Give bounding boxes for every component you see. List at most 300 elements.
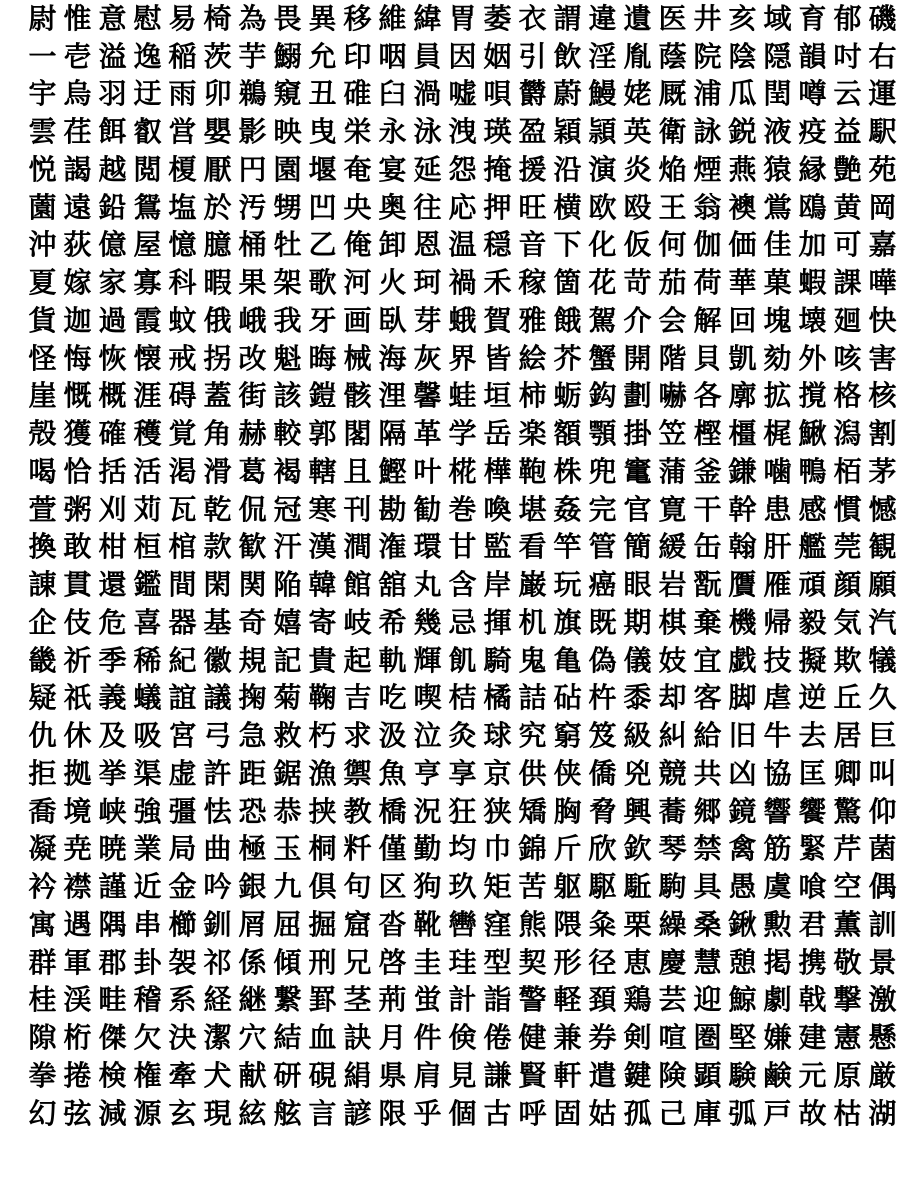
kanji-glyph: 改 <box>238 341 267 375</box>
kanji-glyph: 魁 <box>273 341 302 375</box>
kanji-glyph: 叡 <box>133 115 162 149</box>
kanji-glyph: 驚 <box>833 794 862 828</box>
kanji-glyph: 駆 <box>588 870 617 904</box>
kanji-glyph: 撹 <box>798 379 827 413</box>
kanji-glyph: 楽 <box>518 417 547 451</box>
kanji-glyph: 悔 <box>63 341 92 375</box>
kanji-glyph: 蔚 <box>553 77 582 111</box>
kanji-glyph: 砧 <box>553 681 582 715</box>
kanji-glyph: 臥 <box>378 303 407 337</box>
kanji-glyph: 蕎 <box>658 794 687 828</box>
kanji-glyph: 各 <box>693 379 722 413</box>
kanji-glyph: 割 <box>868 417 897 451</box>
kanji-glyph: 宴 <box>378 152 407 186</box>
kanji-glyph: 詰 <box>518 681 547 715</box>
kanji-glyph: 怯 <box>203 794 232 828</box>
kanji-glyph: 巌 <box>518 568 547 602</box>
kanji-glyph: 霞 <box>133 303 162 337</box>
kanji-glyph: 休 <box>63 719 92 753</box>
kanji-glyph: 牙 <box>308 303 337 337</box>
kanji-glyph: 卦 <box>133 945 162 979</box>
kanji-glyph: 浬 <box>378 379 407 413</box>
kanji-glyph: 弓 <box>203 719 232 753</box>
kanji-glyph: 衣 <box>518 1 547 35</box>
kanji-glyph: 澗 <box>343 530 372 564</box>
kanji-glyph: 倶 <box>308 870 337 904</box>
kanji-glyph: 寡 <box>133 266 162 300</box>
kanji-glyph: 危 <box>98 605 127 639</box>
kanji-glyph: 巨 <box>868 719 897 753</box>
kanji-glyph: 員 <box>413 39 442 73</box>
kanji-glyph: 験 <box>728 1058 757 1092</box>
kanji-glyph: 且 <box>343 454 372 488</box>
kanji-glyph: 近 <box>133 870 162 904</box>
kanji-glyph: 権 <box>133 1058 162 1092</box>
kanji-glyph: 彊 <box>168 794 197 828</box>
kanji-glyph: 渓 <box>63 983 92 1017</box>
kanji-glyph: 愚 <box>728 870 757 904</box>
kanji-glyph: 珪 <box>448 945 477 979</box>
kanji-glyph: 雨 <box>168 77 197 111</box>
kanji-glyph: 雲 <box>28 115 57 149</box>
kanji-glyph: 均 <box>448 832 477 866</box>
kanji-glyph: 飢 <box>448 643 477 677</box>
kanji-glyph: 警 <box>518 983 547 1017</box>
kanji-glyph: 茄 <box>658 266 687 300</box>
kanji-glyph: 荷 <box>693 266 722 300</box>
kanji-glyph: 弦 <box>63 1096 92 1130</box>
kanji-glyph: 堅 <box>728 1021 757 1055</box>
kanji-glyph: 芹 <box>833 832 862 866</box>
kanji-glyph: 久 <box>868 681 897 715</box>
kanji-glyph: 粁 <box>343 832 372 866</box>
kanji-glyph: 笈 <box>588 719 617 753</box>
kanji-glyph: 蛾 <box>448 303 477 337</box>
kanji-glyph: 県 <box>378 1058 407 1092</box>
kanji-glyph: 具 <box>693 870 722 904</box>
kanji-glyph: 忌 <box>448 605 477 639</box>
kanji-glyph: 勲 <box>763 907 792 941</box>
kanji-glyph: 貝 <box>693 341 722 375</box>
kanji-glyph: 介 <box>623 303 652 337</box>
kanji-glyph: 機 <box>728 605 757 639</box>
kanji-glyph: 圏 <box>693 1021 722 1055</box>
kanji-glyph: 勤 <box>413 832 442 866</box>
kanji-glyph: 訓 <box>868 907 897 941</box>
kanji-glyph: 印 <box>343 39 372 73</box>
kanji-glyph: 緯 <box>413 1 442 35</box>
kanji-glyph: 院 <box>693 39 722 73</box>
kanji-glyph: 碓 <box>343 77 372 111</box>
kanji-glyph: 穎 <box>553 115 582 149</box>
kanji-glyph: 基 <box>203 605 232 639</box>
kanji-glyph: 劾 <box>763 341 792 375</box>
kanji-glyph: 縁 <box>798 152 827 186</box>
kanji-glyph: 嬰 <box>203 115 232 149</box>
kanji-glyph: 覚 <box>168 417 197 451</box>
kanji-glyph: 柿 <box>518 379 547 413</box>
kanji-glyph: 惟 <box>63 1 92 35</box>
kanji-glyph: 遺 <box>623 1 652 35</box>
kanji-glyph: 汲 <box>378 719 407 753</box>
kanji-glyph: 孤 <box>623 1096 652 1130</box>
kanji-glyph: 興 <box>623 794 652 828</box>
kanji-glyph: 慧 <box>693 945 722 979</box>
kanji-glyph: 鎌 <box>728 454 757 488</box>
kanji-glyph: 影 <box>238 115 267 149</box>
kanji-row <box>25 378 900 416</box>
kanji-glyph: 糾 <box>658 719 687 753</box>
kanji-glyph: 靴 <box>413 907 442 941</box>
kanji-glyph: 干 <box>693 492 722 526</box>
kanji-glyph: 祁 <box>203 945 232 979</box>
kanji-glyph: 穴 <box>238 1021 267 1055</box>
kanji-glyph: 翰 <box>728 530 757 564</box>
kanji-glyph: 玩 <box>553 568 582 602</box>
kanji-glyph: 既 <box>588 605 617 639</box>
kanji-glyph: 虚 <box>168 756 197 790</box>
kanji-glyph: 脚 <box>728 681 757 715</box>
kanji-glyph: 謁 <box>63 152 92 186</box>
kanji-glyph: 芽 <box>413 303 442 337</box>
kanji-row <box>25 264 900 302</box>
kanji-glyph: 弧 <box>728 1096 757 1130</box>
kanji-glyph: 偽 <box>588 643 617 677</box>
kanji-glyph: 急 <box>238 719 267 753</box>
kanji-glyph: 企 <box>28 605 57 639</box>
kanji-glyph: 韻 <box>798 39 827 73</box>
kanji-glyph: 斤 <box>553 832 582 866</box>
kanji-glyph: 感 <box>798 492 827 526</box>
kanji-glyph: 句 <box>343 870 372 904</box>
kanji-glyph: 兼 <box>553 1021 582 1055</box>
kanji-glyph: 係 <box>238 945 267 979</box>
kanji-glyph: 暁 <box>98 832 127 866</box>
kanji-glyph: 海 <box>378 341 407 375</box>
kanji-glyph: 煙 <box>693 152 722 186</box>
kanji-glyph: 桔 <box>448 681 477 715</box>
kanji-glyph: 姑 <box>588 1096 617 1130</box>
kanji-glyph: 榎 <box>168 152 197 186</box>
kanji-glyph: 器 <box>168 605 197 639</box>
kanji-glyph: 恰 <box>63 454 92 488</box>
kanji-glyph: 卸 <box>378 228 407 262</box>
kanji-glyph: 薫 <box>833 907 862 941</box>
kanji-glyph: 嫁 <box>63 266 92 300</box>
kanji-glyph: 塊 <box>763 303 792 337</box>
kanji-glyph: 慰 <box>133 1 162 35</box>
kanji-glyph: 羽 <box>98 77 127 111</box>
kanji-glyph: 盈 <box>518 115 547 149</box>
kanji-glyph: 規 <box>238 643 267 677</box>
kanji-glyph: 款 <box>203 530 232 564</box>
kanji-glyph: 喧 <box>658 1021 687 1055</box>
kanji-glyph: 河 <box>343 266 372 300</box>
kanji-glyph: 撃 <box>833 983 862 1017</box>
kanji-glyph: 伽 <box>693 228 722 262</box>
kanji-glyph: 軒 <box>553 1058 582 1092</box>
kanji-glyph: 元 <box>798 1058 827 1092</box>
kanji-glyph: 蟹 <box>588 341 617 375</box>
kanji-glyph: 君 <box>798 907 827 941</box>
kanji-glyph: 禽 <box>728 832 757 866</box>
kanji-glyph: 開 <box>623 341 652 375</box>
kanji-glyph: 僑 <box>588 756 617 790</box>
kanji-glyph: 甥 <box>273 190 302 224</box>
kanji-glyph: 粂 <box>588 907 617 941</box>
kanji-row <box>25 944 900 982</box>
kanji-glyph: 鉛 <box>98 190 127 224</box>
kanji-row <box>25 1019 900 1057</box>
kanji-glyph: 遣 <box>588 1058 617 1092</box>
kanji-glyph: 荊 <box>378 983 407 1017</box>
kanji-glyph: 漢 <box>308 530 337 564</box>
kanji-glyph: 桐 <box>308 832 337 866</box>
kanji-glyph: 華 <box>728 266 757 300</box>
kanji-glyph: 汚 <box>238 190 267 224</box>
kanji-glyph: 括 <box>98 454 127 488</box>
kanji-glyph: 廻 <box>833 303 862 337</box>
kanji-glyph: 茨 <box>203 39 232 73</box>
kanji-glyph: 栢 <box>833 454 862 488</box>
kanji-glyph: 勧 <box>413 492 442 526</box>
kanji-glyph: 個 <box>448 1096 477 1130</box>
kanji-glyph: 妓 <box>658 643 687 677</box>
kanji-glyph: 鰍 <box>798 417 827 451</box>
kanji-glyph: 患 <box>763 492 792 526</box>
kanji-glyph: 潔 <box>203 1021 232 1055</box>
kanji-glyph: 懐 <box>133 341 162 375</box>
kanji-glyph: 窺 <box>273 77 302 111</box>
kanji-glyph: 駈 <box>623 870 652 904</box>
kanji-glyph: 頑 <box>798 568 827 602</box>
kanji-glyph: 気 <box>833 605 862 639</box>
kanji-glyph: 芥 <box>553 341 582 375</box>
kanji-glyph: 曳 <box>308 115 337 149</box>
kanji-glyph: 禦 <box>343 756 372 790</box>
kanji-glyph: 桑 <box>693 907 722 941</box>
kanji-glyph: 拐 <box>203 341 232 375</box>
kanji-glyph: 橋 <box>378 794 407 828</box>
kanji-glyph: 狗 <box>413 870 442 904</box>
kanji-glyph: 該 <box>273 379 302 413</box>
kanji-glyph: 苛 <box>623 266 652 300</box>
kanji-glyph: 区 <box>378 870 407 904</box>
kanji-glyph: 肩 <box>413 1058 442 1092</box>
kanji-glyph: 鵜 <box>238 77 267 111</box>
kanji-glyph: 究 <box>518 719 547 753</box>
kanji-glyph: 隙 <box>28 1021 57 1055</box>
kanji-glyph: 竿 <box>553 530 582 564</box>
kanji-glyph: 釧 <box>203 907 232 941</box>
kanji-grid <box>25 0 900 1133</box>
kanji-glyph: 臼 <box>378 77 407 111</box>
kanji-glyph: 汗 <box>273 530 302 564</box>
kanji-glyph: 苑 <box>868 152 897 186</box>
kanji-glyph: 怪 <box>28 341 57 375</box>
kanji-glyph: 慨 <box>63 379 92 413</box>
kanji-glyph: 記 <box>273 643 302 677</box>
kanji-glyph: 陰 <box>728 39 757 73</box>
kanji-glyph: 拳 <box>28 1058 57 1092</box>
kanji-glyph: 朽 <box>308 719 337 753</box>
kanji-glyph: 較 <box>273 417 302 451</box>
kanji-glyph: 屑 <box>238 907 267 941</box>
kanji-row <box>25 151 900 189</box>
kanji-glyph: 契 <box>518 945 547 979</box>
kanji-glyph: 刈 <box>98 492 127 526</box>
kanji-glyph: 蟻 <box>133 681 162 715</box>
kanji-glyph: 関 <box>238 568 267 602</box>
kanji-glyph: 棺 <box>168 530 197 564</box>
kanji-glyph: 吋 <box>833 39 862 73</box>
kanji-glyph: 堪 <box>518 492 547 526</box>
kanji-glyph: 灰 <box>413 341 442 375</box>
kanji-glyph: 軍 <box>63 945 92 979</box>
kanji-glyph: 漁 <box>308 756 337 790</box>
kanji-row <box>25 1095 900 1133</box>
kanji-glyph: 轄 <box>308 454 337 488</box>
kanji-glyph: 嫌 <box>763 1021 792 1055</box>
kanji-glyph: 俄 <box>203 303 232 337</box>
kanji-glyph: 絃 <box>238 1096 267 1130</box>
kanji-glyph: 狂 <box>448 794 477 828</box>
kanji-glyph: 旧 <box>728 719 757 753</box>
kanji-glyph: 犬 <box>203 1058 232 1092</box>
kanji-glyph: 臆 <box>203 228 232 262</box>
kanji-glyph: 械 <box>343 341 372 375</box>
kanji-row <box>25 302 900 340</box>
kanji-glyph: 啓 <box>378 945 407 979</box>
kanji-glyph: 迦 <box>63 303 92 337</box>
kanji-glyph: 響 <box>763 794 792 828</box>
kanji-glyph: 歓 <box>238 530 267 564</box>
kanji-glyph: 形 <box>553 945 582 979</box>
kanji-glyph: 軽 <box>553 983 582 1017</box>
kanji-glyph: 径 <box>588 945 617 979</box>
kanji-glyph: 嚇 <box>658 379 687 413</box>
kanji-glyph: 頴 <box>588 115 617 149</box>
kanji-glyph: 吃 <box>378 681 407 715</box>
kanji-glyph: 黄 <box>833 190 862 224</box>
kanji-glyph: 宇 <box>28 77 57 111</box>
kanji-row <box>25 566 900 604</box>
kanji-glyph: 仇 <box>28 719 57 753</box>
kanji-glyph: 机 <box>518 605 547 639</box>
kanji-glyph: 亨 <box>413 756 442 790</box>
kanji-glyph: 化 <box>588 228 617 262</box>
kanji-glyph: 環 <box>413 530 442 564</box>
kanji-glyph: 健 <box>518 1021 547 1055</box>
kanji-glyph: 於 <box>203 190 232 224</box>
kanji-glyph: 玖 <box>448 870 477 904</box>
kanji-glyph: 格 <box>833 379 862 413</box>
kanji-glyph: 玉 <box>273 832 302 866</box>
kanji-glyph: 監 <box>483 530 512 564</box>
kanji-glyph: 咳 <box>833 341 862 375</box>
kanji-glyph: 揮 <box>483 605 512 639</box>
kanji-glyph: 横 <box>553 190 582 224</box>
kanji-glyph: 竃 <box>623 454 652 488</box>
kanji-glyph: 拡 <box>763 379 792 413</box>
kanji-glyph: 櫛 <box>168 907 197 941</box>
kanji-glyph: 期 <box>623 605 652 639</box>
kanji-glyph: 紀 <box>168 643 197 677</box>
kanji-glyph: 管 <box>588 530 617 564</box>
kanji-glyph: 喚 <box>483 492 512 526</box>
kanji-glyph: 協 <box>763 756 792 790</box>
kanji-glyph: 意 <box>98 1 127 35</box>
kanji-glyph: 甘 <box>448 530 477 564</box>
kanji-glyph: 宜 <box>693 643 722 677</box>
kanji-glyph: 兜 <box>588 454 617 488</box>
kanji-glyph: 椛 <box>448 454 477 488</box>
kanji-glyph: 萱 <box>28 492 57 526</box>
kanji-glyph: 尉 <box>28 1 57 35</box>
kanji-glyph: 閣 <box>343 417 372 451</box>
kanji-glyph: 下 <box>553 228 582 262</box>
kanji-glyph: 杵 <box>588 681 617 715</box>
kanji-glyph: 亥 <box>728 1 757 35</box>
kanji-glyph: 碍 <box>168 379 197 413</box>
kanji-glyph: 鏡 <box>728 794 757 828</box>
kanji-glyph: 橘 <box>483 681 512 715</box>
kanji-glyph: 巻 <box>448 492 477 526</box>
kanji-glyph: 赫 <box>238 417 267 451</box>
kanji-glyph: 欝 <box>518 77 547 111</box>
kanji-glyph: 茎 <box>343 983 372 1017</box>
kanji-glyph: 貴 <box>308 643 337 677</box>
kanji-glyph: 卯 <box>203 77 232 111</box>
kanji-glyph: 賀 <box>483 303 512 337</box>
kanji-glyph: 喫 <box>413 681 442 715</box>
kanji-glyph: 温 <box>448 228 477 262</box>
kanji-glyph: 稀 <box>133 643 162 677</box>
kanji-glyph: 祈 <box>63 643 92 677</box>
kanji-glyph: 絵 <box>518 341 547 375</box>
kanji-glyph: 汽 <box>868 605 897 639</box>
kanji-glyph: 額 <box>553 417 582 451</box>
kanji-glyph: 滑 <box>203 454 232 488</box>
kanji-glyph: 菓 <box>763 266 792 300</box>
kanji-glyph: 況 <box>413 794 442 828</box>
kanji-glyph: 許 <box>203 756 232 790</box>
kanji-glyph: 箇 <box>553 266 582 300</box>
kanji-row <box>25 491 900 529</box>
kanji-glyph: 級 <box>623 719 652 753</box>
kanji-glyph: 繋 <box>273 983 302 1017</box>
kanji-glyph: 馨 <box>413 379 442 413</box>
kanji-row <box>25 1057 900 1095</box>
kanji-glyph: 菊 <box>273 681 302 715</box>
kanji-glyph: 禁 <box>693 832 722 866</box>
kanji-glyph: 活 <box>133 454 162 488</box>
kanji-glyph: 舘 <box>378 568 407 602</box>
kanji-glyph: 乾 <box>203 492 232 526</box>
kanji-glyph: 吟 <box>203 870 232 904</box>
kanji-glyph: 金 <box>168 870 197 904</box>
kanji-glyph: 灸 <box>448 719 477 753</box>
kanji-glyph: 憶 <box>168 228 197 262</box>
kanji-glyph: 憾 <box>868 492 897 526</box>
kanji-glyph: 郷 <box>693 794 722 828</box>
kanji-glyph: 胃 <box>448 1 477 35</box>
kanji-glyph: 冠 <box>273 492 302 526</box>
kanji-glyph: 捲 <box>63 1058 92 1092</box>
kanji-glyph: 牽 <box>168 1058 197 1092</box>
kanji-glyph: 可 <box>833 228 862 262</box>
kanji-glyph: 鹸 <box>763 1058 792 1092</box>
